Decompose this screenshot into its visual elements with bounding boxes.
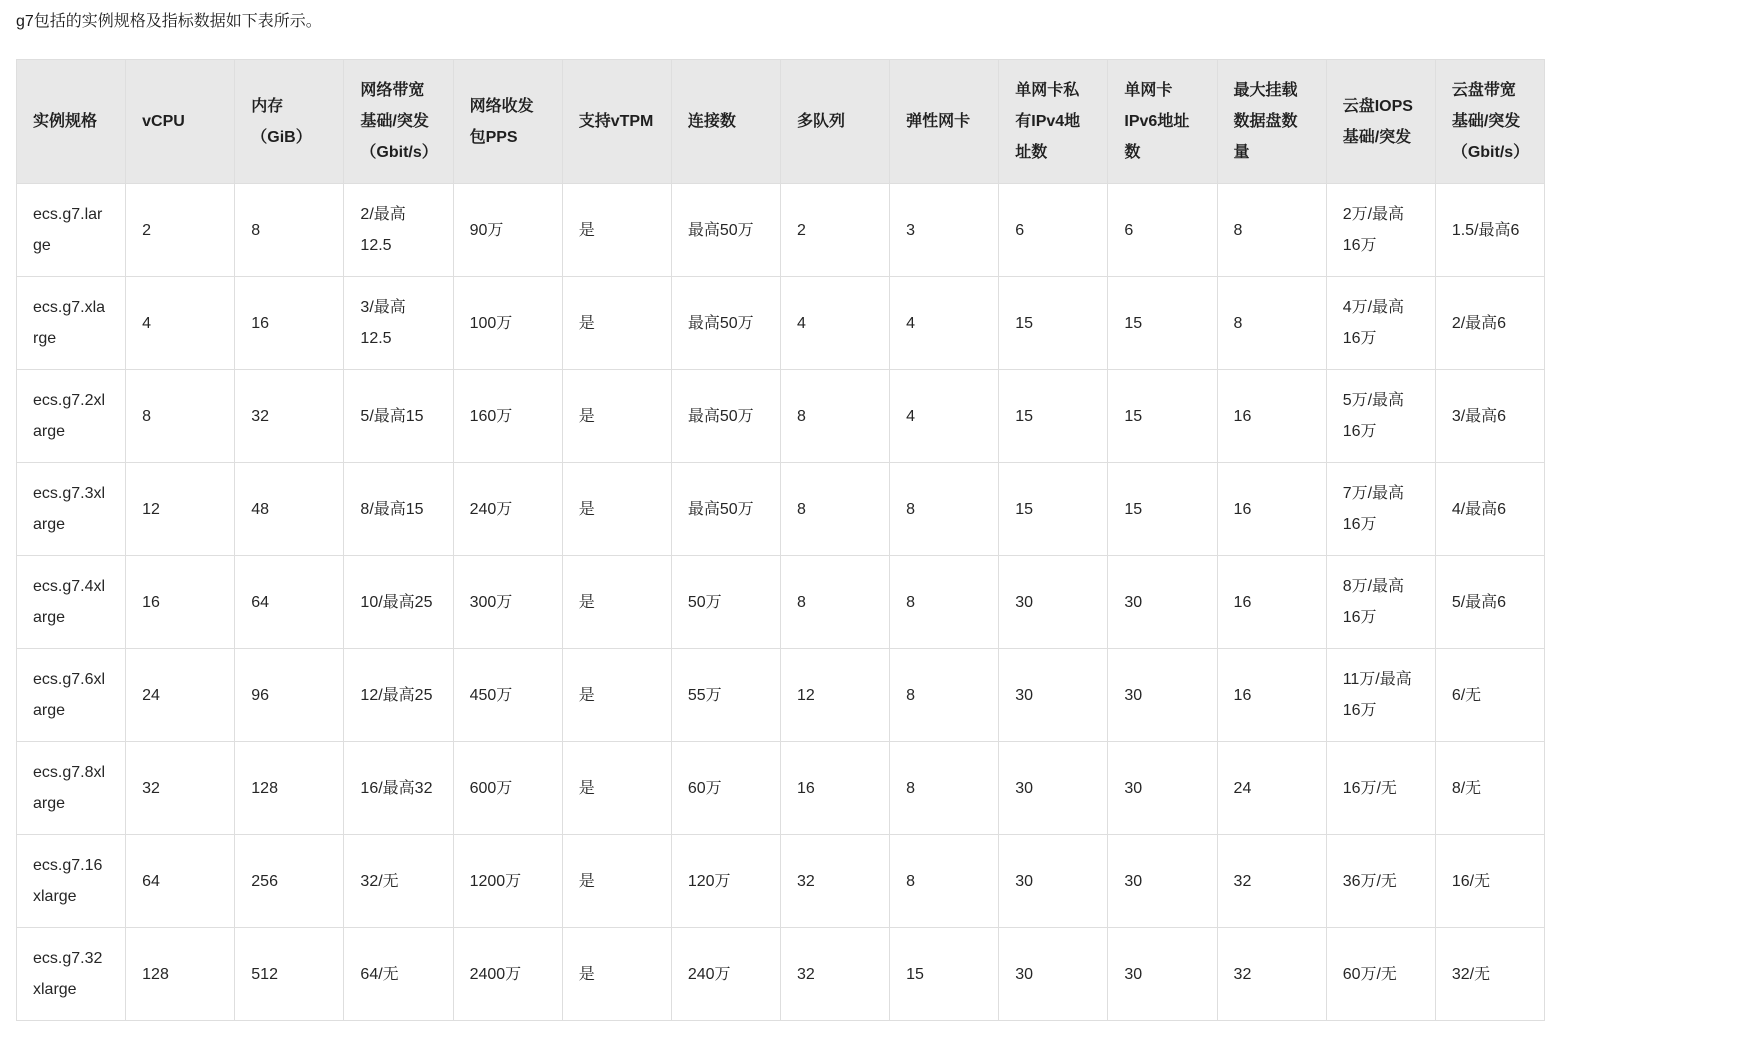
instance-spec-cell: ecs.g7.4xlarge	[17, 556, 126, 649]
cell-disk-bandwidth: 8/无	[1435, 742, 1544, 835]
cell-network-bandwidth: 10/最高25	[344, 556, 453, 649]
column-header-disk-bandwidth: 云盘带宽基础/突发（Gbit/s）	[1435, 60, 1544, 184]
cell-memory-gib: 48	[235, 463, 344, 556]
cell-vcpu: 4	[126, 277, 235, 370]
cell-multi-queue: 32	[780, 928, 889, 1021]
column-header-vcpu: vCPU	[126, 60, 235, 184]
table-row	[17, 370, 1545, 463]
column-header-multi-queue: 多队列	[780, 60, 889, 184]
cell-ipv4-per-nic: 15	[999, 277, 1108, 370]
cell-multi-queue: 4	[780, 277, 889, 370]
table-row	[17, 649, 1545, 742]
cell-disk-bandwidth: 4/最高6	[1435, 463, 1544, 556]
cell-connections: 55万	[671, 649, 780, 742]
cell-elastic-nics: 8	[890, 556, 999, 649]
table-row	[17, 835, 1545, 928]
cell-vtpm-support: 是	[562, 649, 671, 742]
cell-connections: 最高50万	[671, 184, 780, 277]
cell-vtpm-support: 是	[562, 835, 671, 928]
cell-ipv4-per-nic: 30	[999, 835, 1108, 928]
cell-disk-iops: 8万/最高16万	[1326, 556, 1435, 649]
spec-table	[16, 59, 1545, 1021]
cell-max-data-disks: 24	[1217, 742, 1326, 835]
cell-max-data-disks: 8	[1217, 277, 1326, 370]
cell-elastic-nics: 8	[890, 835, 999, 928]
cell-connections: 60万	[671, 742, 780, 835]
cell-ipv4-per-nic: 30	[999, 742, 1108, 835]
cell-elastic-nics: 8	[890, 649, 999, 742]
cell-vcpu: 128	[126, 928, 235, 1021]
cell-multi-queue: 12	[780, 649, 889, 742]
column-header-network-pps: 网络收发包PPS	[453, 60, 562, 184]
cell-memory-gib: 512	[235, 928, 344, 1021]
table-row	[17, 463, 1545, 556]
cell-max-data-disks: 32	[1217, 928, 1326, 1021]
cell-disk-bandwidth: 1.5/最高6	[1435, 184, 1544, 277]
cell-ipv4-per-nic: 6	[999, 184, 1108, 277]
cell-multi-queue: 2	[780, 184, 889, 277]
instance-spec-cell: ecs.g7.32xlarge	[17, 928, 126, 1021]
cell-memory-gib: 16	[235, 277, 344, 370]
table-body	[17, 184, 1545, 1021]
cell-connections: 50万	[671, 556, 780, 649]
cell-memory-gib: 96	[235, 649, 344, 742]
instance-spec-cell: ecs.g7.6xlarge	[17, 649, 126, 742]
column-header-instance-spec: 实例规格	[17, 60, 126, 184]
column-header-ipv6-per-nic: 单网卡IPv6地址数	[1108, 60, 1217, 184]
cell-ipv4-per-nic: 15	[999, 370, 1108, 463]
cell-disk-bandwidth: 6/无	[1435, 649, 1544, 742]
cell-network-pps: 160万	[453, 370, 562, 463]
cell-disk-iops: 7万/最高16万	[1326, 463, 1435, 556]
table-row	[17, 928, 1545, 1021]
cell-connections: 240万	[671, 928, 780, 1021]
cell-disk-iops: 16万/无	[1326, 742, 1435, 835]
cell-vtpm-support: 是	[562, 556, 671, 649]
cell-elastic-nics: 8	[890, 742, 999, 835]
table-row	[17, 277, 1545, 370]
cell-max-data-disks: 16	[1217, 649, 1326, 742]
cell-disk-bandwidth: 5/最高6	[1435, 556, 1544, 649]
cell-ipv6-per-nic: 30	[1108, 649, 1217, 742]
cell-disk-bandwidth: 2/最高6	[1435, 277, 1544, 370]
cell-max-data-disks: 16	[1217, 463, 1326, 556]
cell-vcpu: 64	[126, 835, 235, 928]
cell-network-pps: 1200万	[453, 835, 562, 928]
cell-vtpm-support: 是	[562, 463, 671, 556]
column-header-disk-iops: 云盘IOPS基础/突发	[1326, 60, 1435, 184]
instance-spec-cell: ecs.g7.16xlarge	[17, 835, 126, 928]
cell-vcpu: 12	[126, 463, 235, 556]
cell-elastic-nics: 3	[890, 184, 999, 277]
cell-vcpu: 2	[126, 184, 235, 277]
cell-network-bandwidth: 12/最高25	[344, 649, 453, 742]
cell-connections: 最高50万	[671, 370, 780, 463]
column-header-max-data-disks: 最大挂载数据盘数量	[1217, 60, 1326, 184]
cell-ipv4-per-nic: 30	[999, 928, 1108, 1021]
cell-max-data-disks: 16	[1217, 556, 1326, 649]
cell-memory-gib: 256	[235, 835, 344, 928]
cell-disk-bandwidth: 16/无	[1435, 835, 1544, 928]
cell-network-pps: 450万	[453, 649, 562, 742]
cell-ipv6-per-nic: 30	[1108, 556, 1217, 649]
cell-vcpu: 24	[126, 649, 235, 742]
cell-max-data-disks: 8	[1217, 184, 1326, 277]
cell-ipv6-per-nic: 15	[1108, 370, 1217, 463]
cell-ipv6-per-nic: 15	[1108, 277, 1217, 370]
column-header-ipv4-per-nic: 单网卡私有IPv4地址数	[999, 60, 1108, 184]
cell-ipv4-per-nic: 30	[999, 649, 1108, 742]
cell-network-bandwidth: 2/最高12.5	[344, 184, 453, 277]
intro-text: g7包括的实例规格及指标数据如下表所示。	[16, 13, 322, 30]
cell-vtpm-support: 是	[562, 742, 671, 835]
table-row	[17, 742, 1545, 835]
instance-spec-cell: ecs.g7.xlarge	[17, 277, 126, 370]
cell-network-pps: 100万	[453, 277, 562, 370]
cell-disk-iops: 60万/无	[1326, 928, 1435, 1021]
cell-disk-iops: 11万/最高16万	[1326, 649, 1435, 742]
column-header-connections: 连接数	[671, 60, 780, 184]
cell-network-bandwidth: 5/最高15	[344, 370, 453, 463]
cell-network-bandwidth: 64/无	[344, 928, 453, 1021]
column-header-vtpm-support: 支持vTPM	[562, 60, 671, 184]
cell-vtpm-support: 是	[562, 370, 671, 463]
cell-network-pps: 600万	[453, 742, 562, 835]
cell-network-pps: 90万	[453, 184, 562, 277]
cell-ipv6-per-nic: 30	[1108, 835, 1217, 928]
cell-disk-bandwidth: 3/最高6	[1435, 370, 1544, 463]
cell-elastic-nics: 8	[890, 463, 999, 556]
cell-vcpu: 8	[126, 370, 235, 463]
cell-multi-queue: 8	[780, 370, 889, 463]
cell-multi-queue: 8	[780, 556, 889, 649]
cell-connections: 120万	[671, 835, 780, 928]
cell-disk-iops: 4万/最高16万	[1326, 277, 1435, 370]
cell-network-bandwidth: 8/最高15	[344, 463, 453, 556]
instance-spec-cell: ecs.g7.8xlarge	[17, 742, 126, 835]
cell-memory-gib: 8	[235, 184, 344, 277]
cell-ipv6-per-nic: 15	[1108, 463, 1217, 556]
cell-ipv4-per-nic: 30	[999, 556, 1108, 649]
cell-ipv6-per-nic: 30	[1108, 742, 1217, 835]
cell-vtpm-support: 是	[562, 184, 671, 277]
cell-elastic-nics: 15	[890, 928, 999, 1021]
table-row	[17, 184, 1545, 277]
column-header-network-bandwidth: 网络带宽基础/突发（Gbit/s）	[344, 60, 453, 184]
cell-disk-iops: 36万/无	[1326, 835, 1435, 928]
cell-multi-queue: 16	[780, 742, 889, 835]
cell-vcpu: 16	[126, 556, 235, 649]
cell-memory-gib: 64	[235, 556, 344, 649]
instance-spec-cell: ecs.g7.2xlarge	[17, 370, 126, 463]
cell-network-bandwidth: 16/最高32	[344, 742, 453, 835]
cell-disk-iops: 2万/最高16万	[1326, 184, 1435, 277]
cell-vtpm-support: 是	[562, 277, 671, 370]
cell-ipv6-per-nic: 6	[1108, 184, 1217, 277]
column-header-elastic-nics: 弹性网卡	[890, 60, 999, 184]
cell-multi-queue: 8	[780, 463, 889, 556]
cell-network-bandwidth: 32/无	[344, 835, 453, 928]
cell-ipv6-per-nic: 30	[1108, 928, 1217, 1021]
cell-multi-queue: 32	[780, 835, 889, 928]
cell-connections: 最高50万	[671, 463, 780, 556]
cell-network-bandwidth: 3/最高12.5	[344, 277, 453, 370]
instance-spec-cell: ecs.g7.3xlarge	[17, 463, 126, 556]
table-row	[17, 556, 1545, 649]
header-row	[17, 60, 1545, 184]
table-header	[17, 60, 1545, 184]
cell-ipv4-per-nic: 15	[999, 463, 1108, 556]
cell-network-pps: 2400万	[453, 928, 562, 1021]
cell-memory-gib: 128	[235, 742, 344, 835]
spec-table-container	[16, 59, 1545, 1021]
cell-network-pps: 240万	[453, 463, 562, 556]
cell-elastic-nics: 4	[890, 277, 999, 370]
cell-disk-bandwidth: 32/无	[1435, 928, 1544, 1021]
cell-vtpm-support: 是	[562, 928, 671, 1021]
column-header-memory-gib: 内存（GiB）	[235, 60, 344, 184]
cell-disk-iops: 5万/最高16万	[1326, 370, 1435, 463]
cell-vcpu: 32	[126, 742, 235, 835]
instance-spec-cell: ecs.g7.large	[17, 184, 126, 277]
cell-memory-gib: 32	[235, 370, 344, 463]
cell-network-pps: 300万	[453, 556, 562, 649]
cell-max-data-disks: 32	[1217, 835, 1326, 928]
cell-max-data-disks: 16	[1217, 370, 1326, 463]
cell-elastic-nics: 4	[890, 370, 999, 463]
cell-connections: 最高50万	[671, 277, 780, 370]
